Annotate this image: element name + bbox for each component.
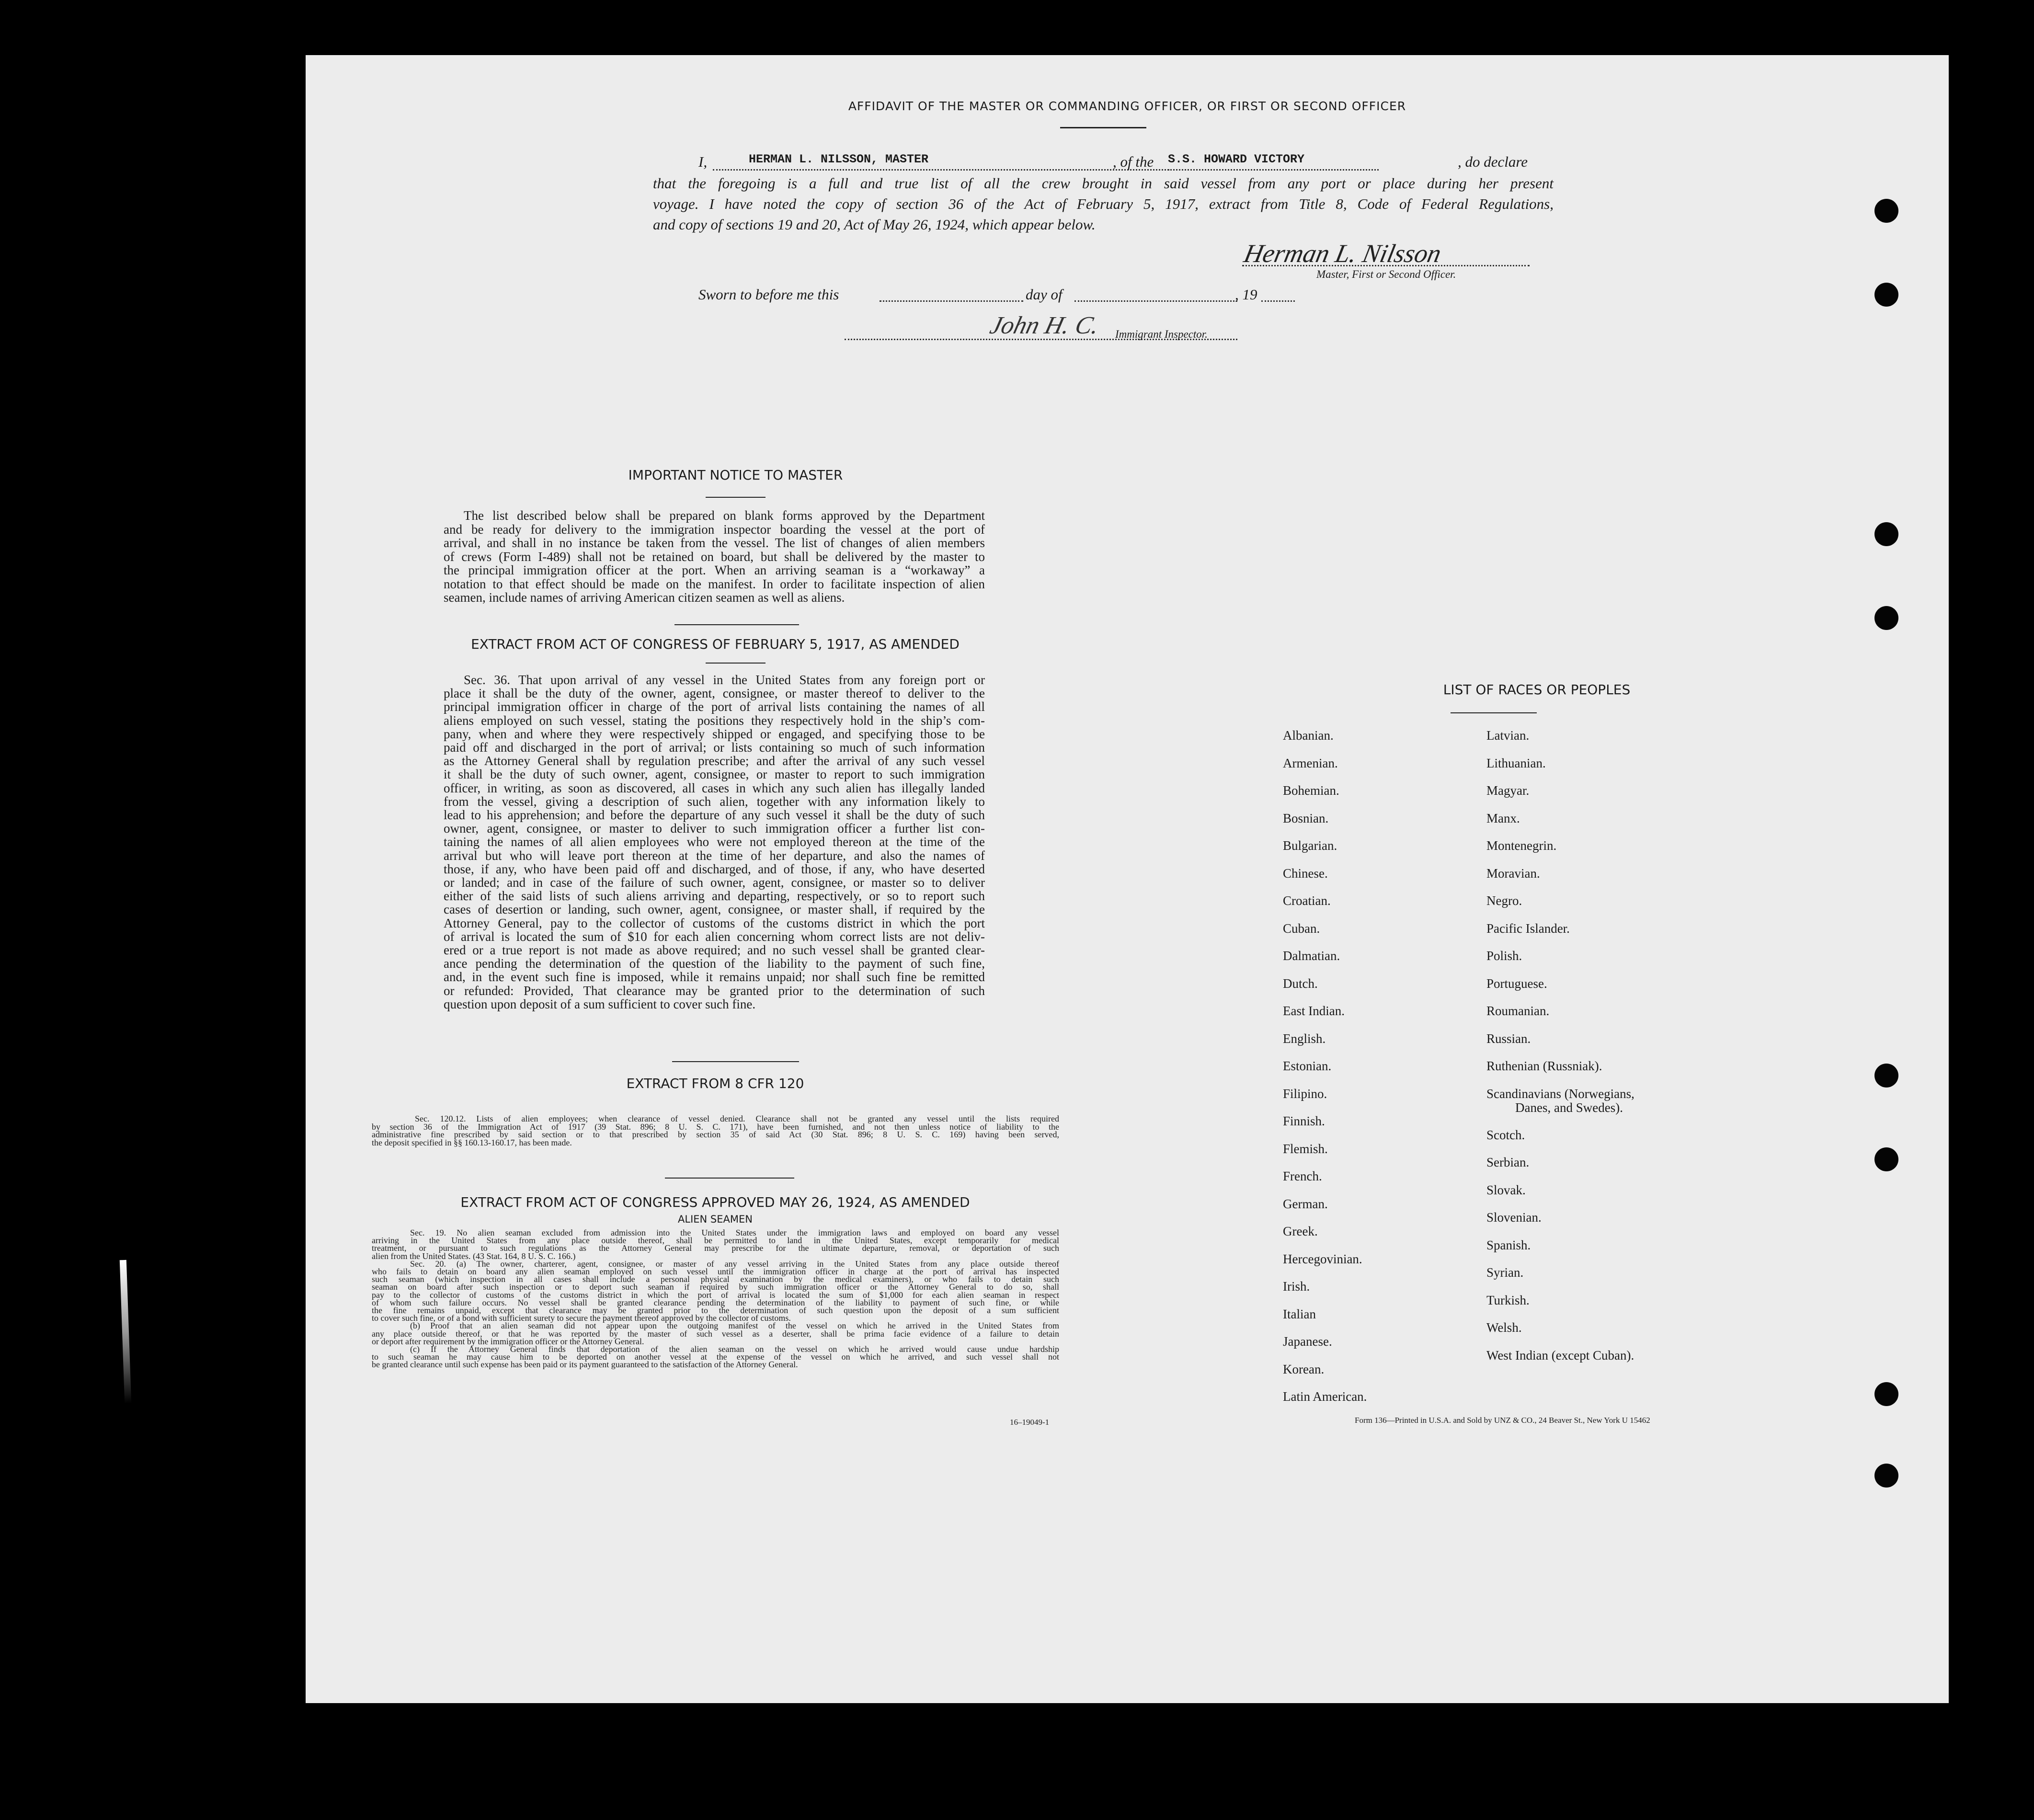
sworn-year: , 19	[1235, 286, 1257, 303]
extract-1917-line: lead to his apprehension; and before the departure of any such vessel it shall be the duty of such	[444, 808, 985, 823]
notice-line: arrival, and shall in no instance be taken from the vessel. The list of changes of alien members	[444, 536, 985, 550]
races-right-column	[1486, 728, 1634, 1375]
race-item: Korean.	[1283, 1362, 1325, 1376]
race-item: Portuguese.	[1486, 976, 1547, 991]
master-signature: Herman L. Nilsson	[1241, 239, 1444, 268]
race-item: Hercegovinian.	[1283, 1251, 1362, 1266]
binder-hole	[1874, 522, 1898, 546]
notice-title-rule	[706, 497, 766, 498]
races-left-column	[1283, 728, 1367, 1417]
sworn-day-line	[880, 300, 1023, 302]
form-code: 16–19049-1	[1010, 1418, 1050, 1427]
race-item: Ruthenian (Russniak).	[1486, 1059, 1602, 1073]
extract-1924-line: who fails to detain on board any alien seaman employed on such vessel until the immigration officer in charge at the port of arrival has inspected	[372, 1267, 1059, 1277]
extract-1917-line: arrival but who will leave port thereon at the time of her departure, and also the names of	[444, 848, 985, 863]
race-item: Danes, and Swedes).	[1515, 1100, 1623, 1115]
cfr-line: administrative fine prescribed by said section or to that prescribed by section 35 of said Act (30 Stat. 896; 8 U. S. C. 169) having been served,	[372, 1130, 1059, 1139]
binder-hole	[1874, 1382, 1898, 1406]
race-item: Polish.	[1486, 949, 1522, 963]
race-item: Flemish.	[1283, 1141, 1328, 1156]
notice-body	[444, 509, 985, 605]
extract-1917-line: and, in the event such fine is imposed, while it remains unpaid; nor shall such fine be remitted	[444, 970, 985, 984]
affidavit-do-declare: , do declare	[1458, 153, 1528, 170]
race-item: Greek.	[1283, 1224, 1318, 1238]
extract-1917-line: cases of desertion or landing, such owner, agent, consignee, or master shall, if required by the	[444, 902, 985, 917]
race-item: Negro.	[1486, 893, 1522, 908]
affidavit-line-3: voyage. I have noted the copy of section 36 of the Act of February 5, 1917, extract from Title 8, Code of Federal Regulations,	[653, 195, 1554, 212]
cfr-line: the deposit specified in §§ 160.13-160.17, has been made.	[372, 1137, 572, 1147]
extract-1917-line: Attorney General, pay to the collector of customs of the customs district in which the port	[444, 916, 985, 930]
extract-1924-line: any place outside thereof, or that he was reported by the master of such vessel as a deserter, shall be prima facie evidence of a failure to detain	[372, 1328, 1059, 1339]
race-item: Syrian.	[1486, 1265, 1524, 1280]
race-item: Bohemian.	[1283, 783, 1339, 798]
races-title-rule	[1451, 712, 1537, 713]
extract-1917-line: or landed; and in case of the failure of such owner, agent, consignee, or master so to deliver	[444, 875, 985, 890]
extract-1917-line: place it shall be the duty of the owner, agent, consignee, or master thereof to deliver to the	[444, 686, 985, 701]
master-signature-line	[1242, 265, 1530, 266]
notice-title: IMPORTANT NOTICE TO MASTER	[628, 467, 843, 483]
extract-1917-line: either of the said lists of such aliens arriving and departing, respectively, or so to report such	[444, 889, 985, 904]
extract-1924-line: the fine remains unpaid, except that clearance may be granted prior to the determination of such question upon the deposit of a sum sufficient	[372, 1305, 1059, 1316]
binder-hole	[1874, 1064, 1898, 1087]
extract-1917-line: of arrival is located the sum of $10 for each alien concerning whom correct lists are not deliv-	[444, 929, 985, 944]
inspector-signature: John H. C.	[987, 312, 1102, 339]
affidavit-title: AFFIDAVIT OF THE MASTER OR COMMANDING OFFICER, OR FIRST OR SECOND OFFICER	[848, 99, 1406, 113]
race-item: Slovak.	[1486, 1182, 1526, 1197]
extract-1924-line: of whom such failure occurs. No vessel shall be granted clearance pending the determination of the liability to payment of such fine, or while	[372, 1297, 1059, 1307]
race-item: Roumanian.	[1486, 1004, 1550, 1018]
race-item: Dutch.	[1283, 976, 1318, 991]
race-item: Croatian.	[1283, 893, 1331, 908]
extract-1917-line: officer, in writing, as soon as discovered, all cases in which any such alien has illegally landed	[444, 780, 985, 795]
extract-1917-line: as the Attorney General shall by regulation prescribe; and after the arrival of any such vessel	[444, 754, 985, 768]
extract-1917-line: those, if any, who have been paid off and discharged, and of those, if any, who have deserted	[444, 861, 985, 876]
race-item: Scandinavians (Norwegians,	[1486, 1086, 1634, 1101]
cfr-divider	[665, 1178, 794, 1179]
race-item: Slovenian.	[1486, 1210, 1542, 1225]
extract-1924-line: to such seaman he may cause him to be deported on another vessel at the expense of the vessel on which he arrived, and such vessel shall not	[372, 1352, 1059, 1362]
affidavit-i: I,	[698, 153, 708, 170]
cfr-body	[372, 1115, 1059, 1146]
extract-1917-title: EXTRACT FROM ACT OF CONGRESS OF FEBRUARY 5, 1917, AS AMENDED	[471, 636, 960, 652]
race-item: Lithuanian.	[1486, 755, 1546, 770]
cfr-line: Sec. 120.12. Lists of alien employees; when clearance of vessel denied. Clearance shall not be granted any vessel until the lists required	[415, 1114, 1059, 1123]
document-page	[306, 55, 1949, 1703]
affidavit-line-2: that the foregoing is a full and true list of all the crew brought in said vessel from any port or place during her present	[653, 175, 1554, 192]
binder-hole	[1874, 1464, 1898, 1488]
race-item: Irish.	[1283, 1279, 1310, 1293]
extract-1924-line: to cover such fine, or of a bond with sufficient surety to secure the payment thereof approved by the collector of customs.	[372, 1313, 791, 1323]
extract-1917-line: ance pending the determination of the question of the liability to the payment of such fine,	[444, 956, 985, 971]
race-item: Latvian.	[1486, 728, 1530, 743]
extract-1917-divider	[672, 1061, 799, 1062]
race-item: Bosnian.	[1283, 811, 1329, 825]
extract-1917-line: or refunded: Provided, That clearance may be granted prior to the determination of such	[444, 983, 985, 998]
race-item: Estonian.	[1283, 1059, 1332, 1073]
race-item: German.	[1283, 1196, 1328, 1211]
notice-line: notation to that effect should be made on the manifest. In order to facilitate inspection of alien	[444, 576, 985, 591]
extract-1924-line: arriving in the United States from any place outside thereof, shall be permitted to land in the United States, except temporarily for medical	[372, 1236, 1059, 1246]
extract-1924-line: (b) Proof that an alien seaman did not appear upon the outgoing manifest of the vessel on which he arrived in the United States from	[410, 1321, 1059, 1331]
extract-1917-line: it shall be the duty of such owner, agent, consignee, or master to report to such immigration	[444, 767, 985, 782]
race-item: Albanian.	[1283, 728, 1334, 743]
extract-1917-line: Sec. 36. That upon arrival of any vessel in the United States from any foreign port or	[464, 673, 985, 687]
race-item: Magyar.	[1486, 783, 1530, 798]
extract-1924-line: Sec. 20. (a) The owner, charterer, agent, consignee, or master of any vessel arriving in the United States from any place outside thereof	[410, 1259, 1059, 1269]
form-footer: Form 136—Printed in U.S.A. and Sold by UNZ & CO., 24 Beaver St., New York U 15462	[1355, 1416, 1650, 1425]
race-item: Latin American.	[1283, 1389, 1367, 1404]
race-item: Montenegrin.	[1486, 838, 1557, 853]
extract-1917-line: question upon deposit of a sum sufficient to cover such fine.	[444, 996, 756, 1011]
notice-line: seamen, include names of arriving American citizen seamen as well as aliens.	[444, 590, 845, 605]
race-item: Dalmatian.	[1283, 949, 1340, 963]
race-item: Italian	[1283, 1306, 1316, 1321]
extract-1924-line: Sec. 19. No alien seaman excluded from admission into the United States under the immigration laws and employed on board any vessel	[410, 1228, 1059, 1237]
notice-line: the principal immigration officer at the port. When an arriving seaman is a “workaway” a	[444, 563, 985, 577]
extract-1924-line: alien from the United States. (43 Stat. 164, 8 U. S. C. 166.)	[372, 1251, 576, 1261]
extract-1924-line: pay to the collector of customs of the customs district in which the port of arrival is located the sum of $1,000 for each alien seaman in respect	[372, 1290, 1059, 1300]
extract-1924-line: such seaman (which inspection in all cases shall include a personal physical examination by the medical examiners), or who fails to detain such	[372, 1274, 1059, 1284]
race-item: Finnish.	[1283, 1114, 1325, 1128]
cfr-title: EXTRACT FROM 8 CFR 120	[626, 1076, 804, 1091]
race-item: Serbian.	[1486, 1155, 1530, 1169]
master-signature-caption: Master, First or Second Officer.	[1316, 268, 1456, 280]
extract-1924-line: be granted clearance until such expense has been paid or its payment guaranteed to the satisfaction of the Attorney General.	[372, 1360, 798, 1370]
extract-1917-line: paid off and discharged in the port of arrival; or lists containing so much of such information	[444, 740, 985, 755]
vessel-name: S.S. HOWARD VICTORY	[1168, 152, 1305, 166]
extract-1924-line: or deport after requirement by the immigration officer or the Attorney General.	[372, 1336, 644, 1346]
master-name: HERMAN L. NILSSON, MASTER	[749, 152, 929, 166]
extract-1917-body	[444, 673, 985, 1011]
scan-artifact	[120, 1260, 131, 1404]
race-item: Welsh.	[1486, 1320, 1522, 1335]
extract-1924-title: EXTRACT FROM ACT OF CONGRESS APPROVED MAY 26, 1924, AS AMENDED	[460, 1194, 970, 1210]
binder-hole	[1874, 283, 1898, 307]
affidavit-of-the: , of the	[1113, 153, 1154, 170]
extract-1917-line: from the vessel, giving a description of such alien, together with any information likely to	[444, 794, 985, 809]
extract-1917-line: ered or a true report is not made as above required; and no such vessel shall be granted clear-	[444, 943, 985, 958]
vessel-name-line	[1168, 169, 1379, 171]
race-item: Manx.	[1486, 811, 1520, 825]
sworn-day-of: day of	[1026, 286, 1063, 303]
race-item: Chinese.	[1283, 866, 1328, 881]
race-item: West Indian (except Cuban).	[1486, 1348, 1634, 1362]
extract-1917-line: aliens employed on such vessel, stating the positions they respectively hold in the ship’s com-	[444, 713, 985, 728]
extract-1924-line: seaman on board after such inspection or to deport such seaman if required by such immigration officer or the Attorney General to do so, shall	[372, 1282, 1059, 1292]
race-item: Russian.	[1486, 1031, 1531, 1046]
binder-hole	[1874, 199, 1898, 223]
race-item: Armenian.	[1283, 755, 1338, 770]
races-title: LIST OF RACES OR PEOPLES	[1443, 682, 1631, 698]
notice-line: and be ready for delivery to the immigration inspector boarding the vessel at the port of	[444, 522, 985, 537]
extract-1917-line: pany, when and where they were respectively shipped or engaged, and specifying those to be	[444, 726, 985, 741]
affidavit-line-4: and copy of sections 19 and 20, Act of May 26, 1924, which appear below.	[653, 216, 1096, 233]
race-item: English.	[1283, 1031, 1326, 1046]
inspector-caption: Immigrant Inspector.	[1115, 328, 1208, 340]
race-item: Pacific Islander.	[1486, 921, 1570, 936]
notice-line: of crews (Form I-489) shall not be retained on board, but shall be delivered by the master to	[444, 549, 985, 564]
race-item: Japanese.	[1283, 1334, 1332, 1349]
sworn-year-line	[1261, 300, 1295, 302]
race-item: French.	[1283, 1169, 1322, 1183]
sworn-month-line	[1074, 300, 1237, 302]
extract-1917-title-rule	[706, 663, 766, 664]
race-item: East Indian.	[1283, 1004, 1345, 1018]
binder-hole	[1874, 606, 1898, 630]
race-item: Cuban.	[1283, 921, 1320, 936]
extract-1924-line: treatment, or pursuant to such regulations as the Attorney General may prescribe for the ultimate departure, removal, or deportation of such	[372, 1243, 1059, 1253]
notice-divider	[674, 624, 799, 625]
extract-1924-subtitle: ALIEN SEAMEN	[678, 1213, 753, 1225]
extract-1917-line: taining the names of all alien employees who were not employed thereon at the time of the	[444, 835, 985, 849]
race-item: Turkish.	[1486, 1293, 1530, 1307]
race-item: Filipino.	[1283, 1086, 1327, 1101]
race-item: Bulgarian.	[1283, 838, 1337, 853]
extract-1917-line: owner, agent, consignee, or master to deliver to such immigration officer a further list con-	[444, 821, 985, 836]
extract-1924-body	[372, 1229, 1059, 1369]
notice-line: The list described below shall be prepared on blank forms approved by the Department	[464, 508, 985, 523]
sworn-text: Sworn to before me this	[698, 286, 839, 303]
race-item: Moravian.	[1486, 866, 1540, 881]
race-item: Spanish.	[1486, 1237, 1531, 1252]
extract-1924-line: (c) If the Attorney General finds that deportation of the alien seaman on the vessel on which he arrived would cause undue hardship	[410, 1344, 1059, 1354]
race-item: Scotch.	[1486, 1127, 1525, 1142]
cfr-line: by section 36 of the Immigration Act of 1917 (39 Stat. 896; 8 U. S. C. 171), have been furnished, and not then unless notice of liability to the	[372, 1122, 1059, 1132]
binder-hole	[1874, 1147, 1898, 1171]
title-rule	[1060, 127, 1146, 128]
extract-1917-line: principal immigration officer in charge of the port of arrival lists containing the names of all	[444, 699, 985, 714]
